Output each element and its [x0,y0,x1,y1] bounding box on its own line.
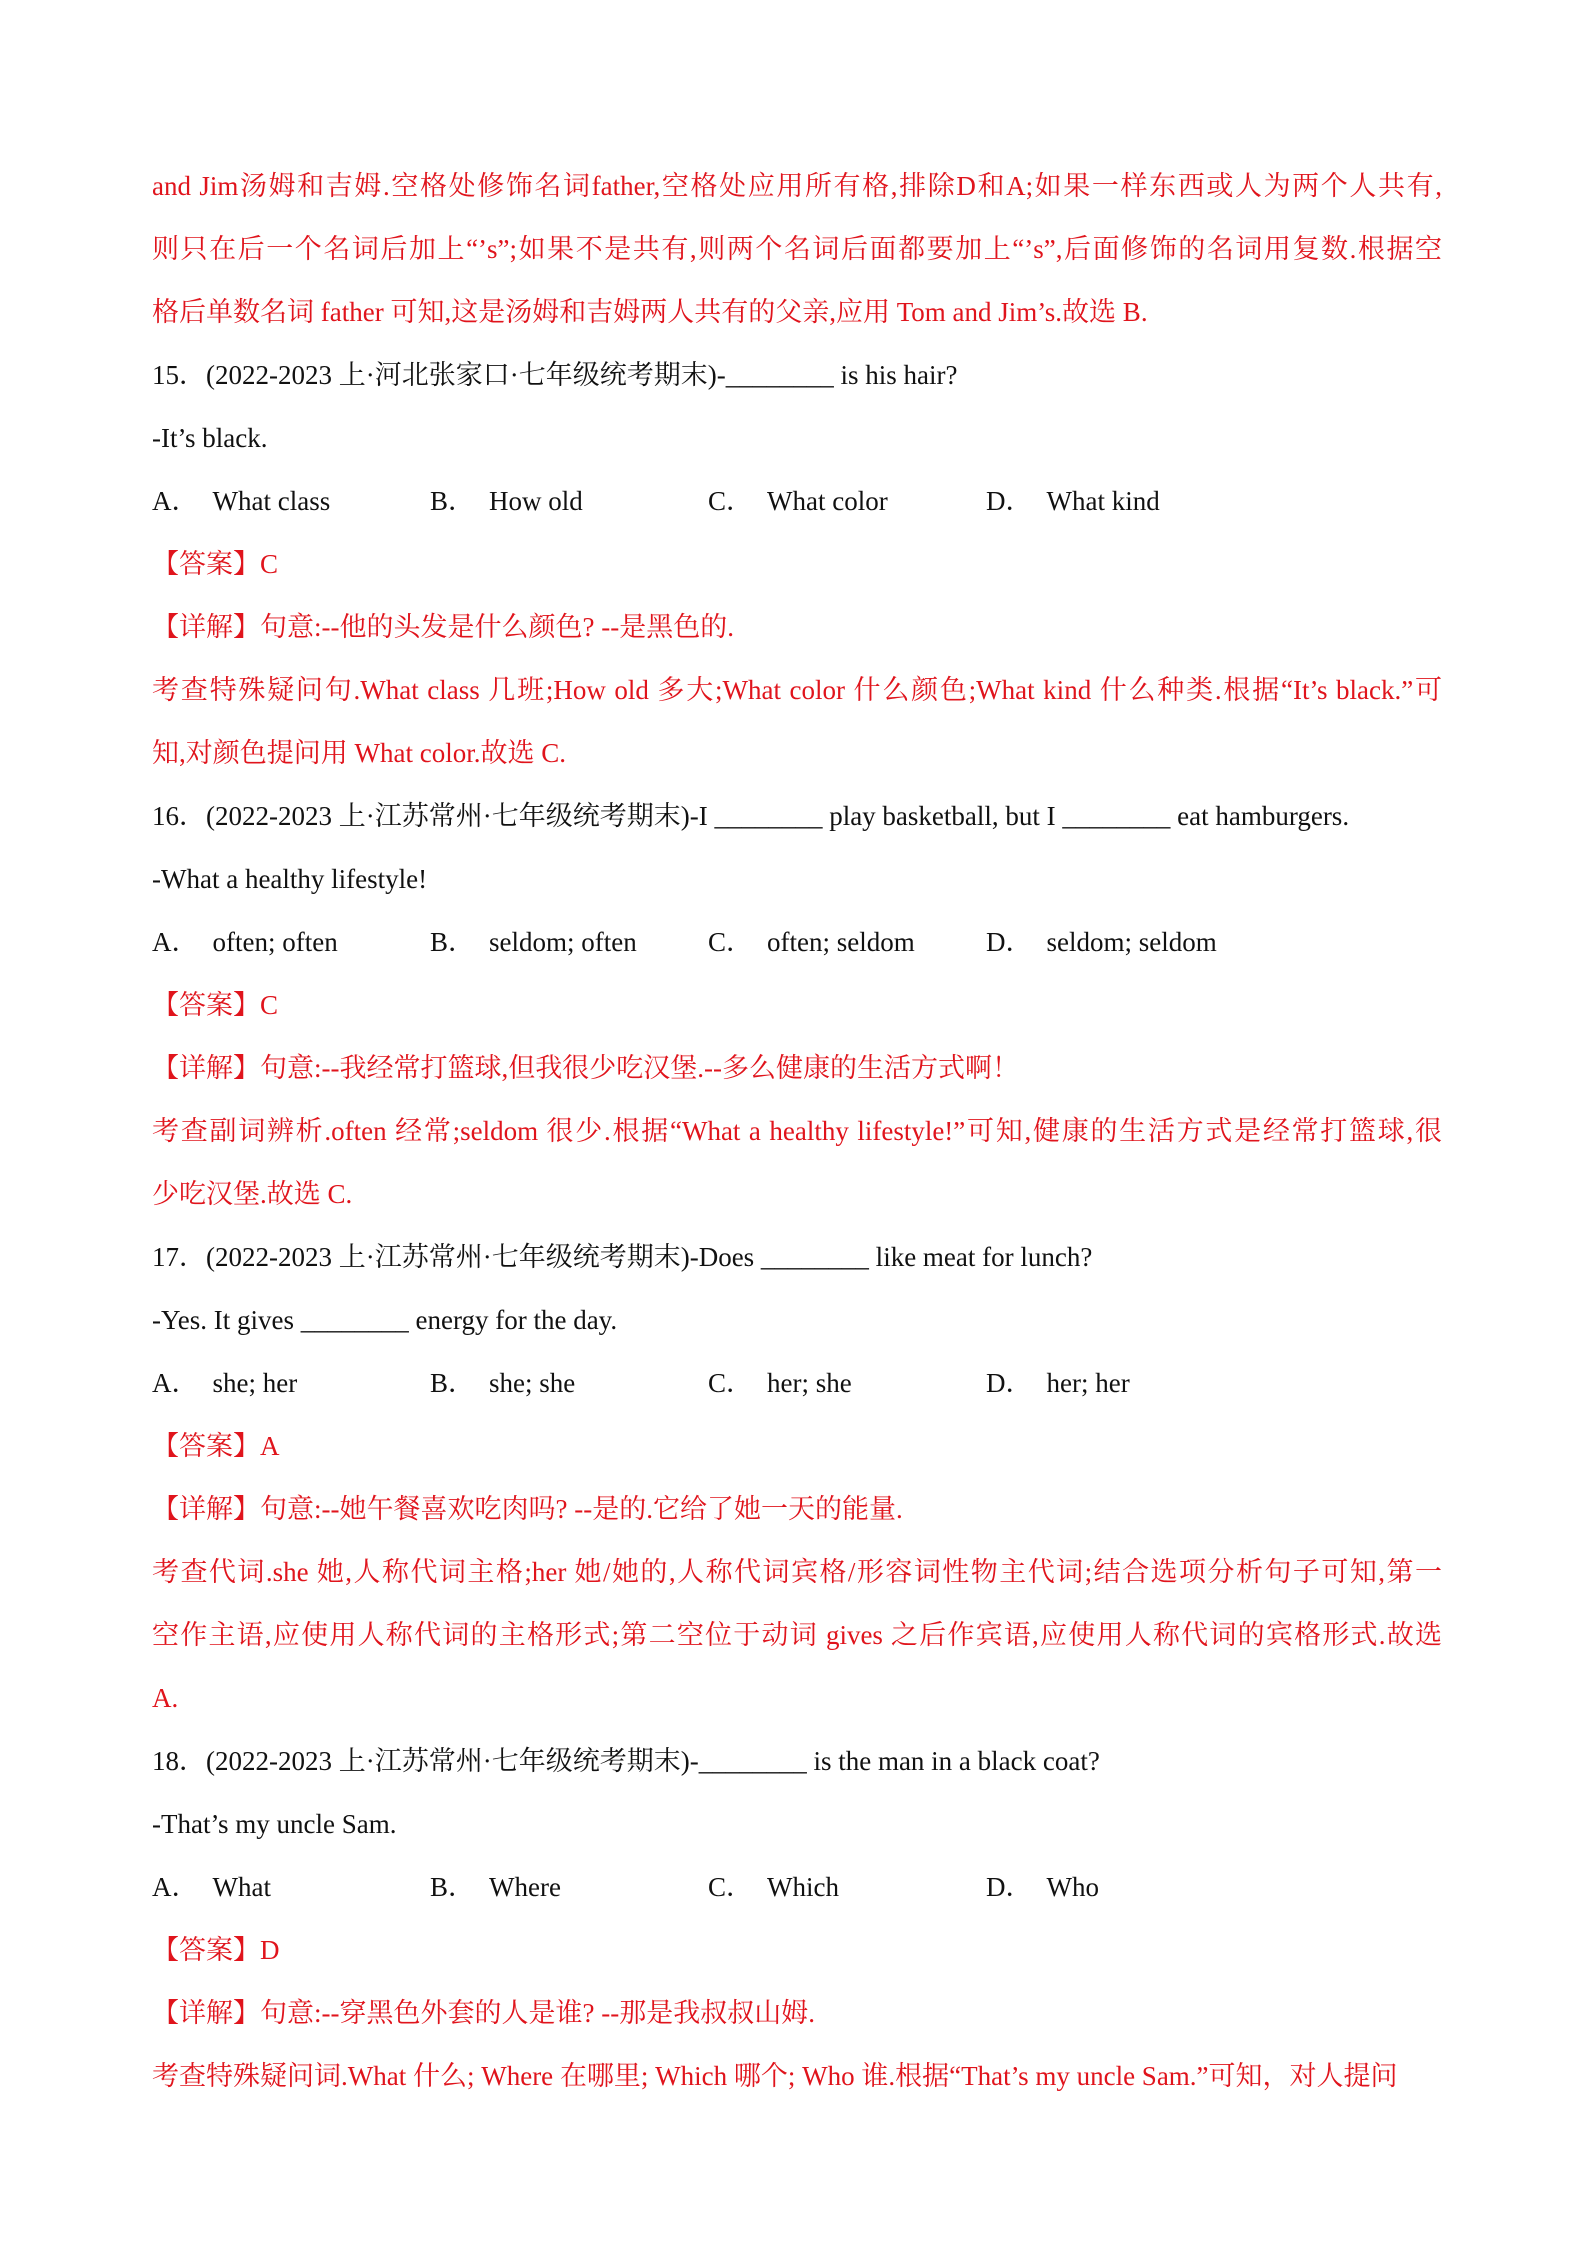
detail-line [152,1478,1442,1541]
detail-label: 【详解】 [152,1998,260,2028]
option-d: D． her; her [986,1368,1130,1398]
options-row [152,911,1442,974]
option-c: C． her; she [708,1368,852,1398]
continuation-line: 则只在后一个名词后加上“’s”;如果不是共有,则两个名词后面都要加上“’s”,后面修饰的名词用复数.根据空 [152,234,1442,264]
option-d: D． What kind [986,486,1160,516]
question-dialog: -That’s my uncle Sam. [152,1809,397,1839]
explanation-line: 考查副词辨析.often 经常;seldom 很少.根据“What a healthy lifestyle!”可知,健康的生活方式是经常打篮球,很 [152,1116,1442,1146]
option-d: D． Who [986,1872,1099,1902]
option-c: C． often; seldom [708,927,915,957]
option-a: A． What [152,1872,271,1902]
detail-line [152,1982,1442,2045]
continuation-block [152,155,1442,344]
answer-line [152,533,1442,596]
answer-label: 【答案】 [152,990,260,1020]
option-d: D． seldom; seldom [986,927,1217,957]
answer-line [152,1919,1442,1982]
question-dialog: -What a healthy lifestyle! [152,864,428,894]
continuation-line: and Jim汤姆和吉姆.空格处修饰名词father,空格处应用所有格,排除D和A;如果一样东西或人为两个人共有, [152,171,1442,201]
detail-label: 【详解】 [152,612,260,642]
question-stem: 18．(2022-2023 上·江苏常州·七年级统考期末)-________ is the man in a black coat? [152,1746,1100,1776]
option-b: B． Where [430,1872,561,1902]
sentence-meaning: 句意:--她午餐喜欢吃肉吗? --是的.它给了她一天的能量. [260,1494,903,1524]
question-16 [152,785,1442,1226]
answer-value: A [260,1431,280,1461]
sentence-meaning: 句意:--他的头发是什么颜色? --是黑色的. [260,612,734,642]
question-stem: 15．(2022-2023 上·河北张家口·七年级统考期末)-________ is his hair? [152,360,958,390]
option-a: A． often; often [152,927,338,957]
question-stem: 16．(2022-2023 上·江苏常州·七年级统考期末)-I ________ play basketball, but I ________ eat hamburgers. [152,801,1350,831]
answer-line [152,1415,1442,1478]
detail-line [152,1037,1442,1100]
question-18 [152,1730,1442,2108]
option-a: A． What class [152,486,331,516]
question-dialog: -Yes. It gives ________ energy for the day. [152,1305,618,1335]
option-c: C． Which [708,1872,839,1902]
detail-line [152,596,1442,659]
explanation-line: 考查代词.she 她,人称代词主格;her 她/她的,人称代词宾格/形容词性物主代词;结合选项分析句子可知,第一 [152,1557,1442,1587]
document-page [152,155,1442,2108]
sentence-meaning: 句意:--穿黑色外套的人是谁? --那是我叔叔山姆. [260,1998,815,2028]
answer-label: 【答案】 [152,1431,260,1461]
option-b: B． she; she [430,1368,576,1398]
question-dialog: -It’s black. [152,423,268,453]
explanation-line: A. [152,1683,179,1713]
option-c: C． What color [708,486,888,516]
question-17 [152,1226,1442,1730]
explanation-line: 知,对颜色提问用 What color.故选 C. [152,738,566,768]
explanation-line: 少吃汉堡.故选 C. [152,1179,353,1209]
explanation-line: 考查特殊疑问句.What class 几班;How old 多大;What color 什么颜色;What kind 什么种类.根据“It’s black.”可 [152,675,1442,705]
explanation-line: 考查特殊疑问词.What 什么; Where 在哪里; Which 哪个; Who 谁.根据“That’s my uncle Sam.”可知，对人提问 [152,2061,1398,2091]
option-b: B． How old [430,486,583,516]
answer-value: C [260,990,279,1020]
continuation-line: 格后单数名词 father 可知,这是汤姆和吉姆两人共有的父亲,应用 Tom and Jim’s.故选 B. [152,297,1148,327]
options-row [152,470,1442,533]
answer-value: C [260,549,279,579]
question-15 [152,344,1442,785]
sentence-meaning: 句意:--我经常打篮球,但我很少吃汉堡.--多么健康的生活方式啊！ [260,1053,1019,1083]
option-a: A． she; her [152,1368,298,1398]
answer-value: D [260,1935,280,1965]
options-row [152,1856,1442,1919]
option-b: B． seldom; often [430,927,637,957]
detail-label: 【详解】 [152,1494,260,1524]
options-row [152,1352,1442,1415]
answer-label: 【答案】 [152,1935,260,1965]
answer-line [152,974,1442,1037]
question-stem: 17．(2022-2023 上·江苏常州·七年级统考期末)-Does ________ like meat for lunch? [152,1242,1093,1272]
detail-label: 【详解】 [152,1053,260,1083]
explanation-line: 空作主语,应使用人称代词的主格形式;第二空位于动词 gives 之后作宾语,应使用人称代词的宾格形式.故选 [152,1620,1442,1650]
answer-label: 【答案】 [152,549,260,579]
